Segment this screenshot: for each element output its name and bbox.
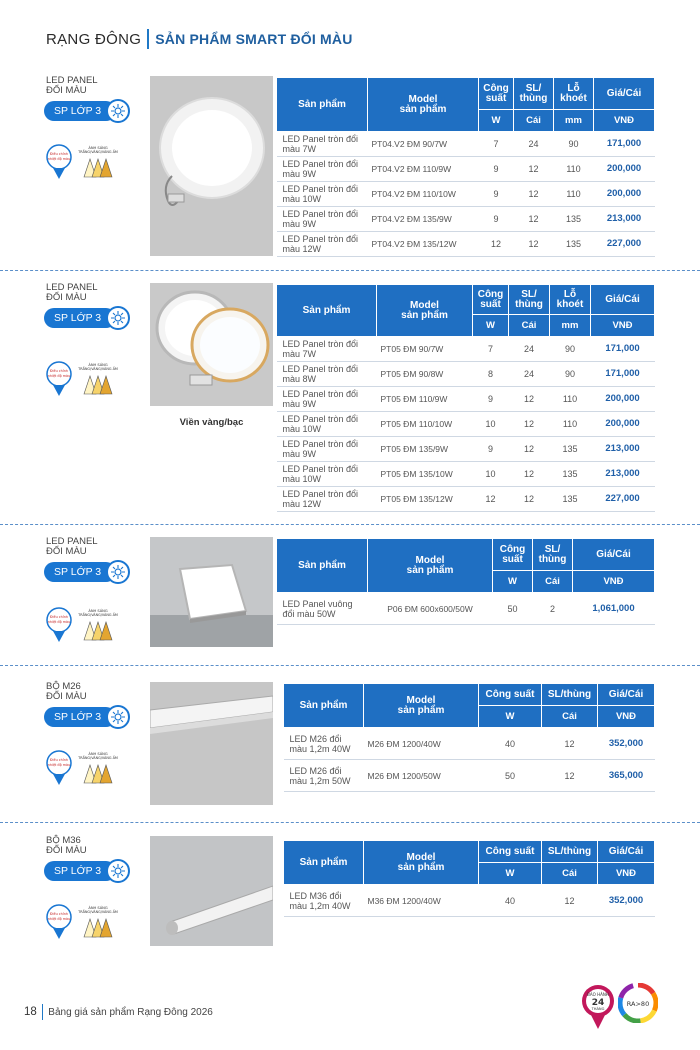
section-divider: [0, 665, 700, 666]
product-hole: 110: [550, 412, 591, 437]
svg-text:Điều chỉnh: Điều chỉnh: [49, 615, 69, 619]
product-power: 12: [473, 487, 509, 512]
product-model: M26 ĐM 1200/50W: [364, 760, 479, 792]
svg-text:TRẮNG/VÀNG/VÀNG ẤM: TRẮNG/VÀNG/VÀNG ẤM: [78, 613, 118, 617]
unit-pack: Cái: [509, 315, 550, 337]
shock-protection-icon: [106, 306, 130, 330]
category-sublabel: ĐỔI MÀU: [46, 85, 87, 96]
product-pack: 24: [509, 337, 550, 362]
category-sublabel: ĐỔI MÀU: [46, 546, 87, 557]
unit-price: VNĐ: [594, 110, 655, 132]
product-pack: 12: [509, 387, 550, 412]
product-model: M36 ĐM 1200/40W: [364, 885, 479, 917]
svg-text:TRẮNG/VÀNG/VÀNG ẤM: TRẮNG/VÀNG/VÀNG ẤM: [78, 910, 118, 914]
product-hole: 135: [550, 487, 591, 512]
unit-hole: mm: [550, 315, 591, 337]
category-label: BỘ M26: [46, 681, 81, 692]
product-hole: 135: [550, 462, 591, 487]
warranty-badge-icon: [578, 983, 618, 1031]
col-header-price: Giá/Cái: [573, 539, 655, 571]
product-name: LED Panel tròn đổi màu 10W: [277, 412, 377, 437]
unit-power: W: [473, 315, 509, 337]
product-price: 352,000: [598, 728, 655, 760]
product-model: PT05 ĐM 135/12W: [377, 487, 473, 512]
table-row: [277, 157, 655, 182]
table-row: [277, 487, 655, 512]
safety-class-label: SP LỚP 3: [44, 861, 116, 881]
svg-text:Điều chỉnh: Điều chỉnh: [49, 758, 69, 762]
safety-class-badge: [44, 861, 128, 881]
product-pack: 24: [514, 132, 554, 157]
product-price: 365,000: [598, 760, 655, 792]
product-power: 9: [473, 437, 509, 462]
product-photo-p06: [150, 537, 273, 647]
svg-text:nhiệt độ màu: nhiệt độ màu: [47, 763, 71, 767]
page-title: SẢN PHẨM SMART ĐỔI MÀU: [155, 31, 353, 47]
section-divider: [0, 524, 700, 525]
svg-text:nhiệt độ màu: nhiệt độ màu: [47, 917, 71, 921]
col-header-model: Model sản phẩm: [364, 841, 479, 885]
col-header-price: Giá/Cái: [598, 684, 655, 706]
shock-protection-icon: [106, 99, 130, 123]
product-pack: 12: [509, 487, 550, 512]
table-row: [277, 337, 655, 362]
product-power: 50: [493, 593, 533, 625]
category-label: LED PANEL: [46, 282, 98, 293]
section-led-panel-p06: [0, 537, 700, 657]
svg-text:ÁNH SÁNG: ÁNH SÁNG: [88, 363, 108, 367]
unit-pack: Cái: [542, 706, 598, 728]
unit-power: W: [479, 706, 542, 728]
product-price: 171,000: [591, 337, 655, 362]
safety-class-badge: [44, 562, 128, 582]
col-header-model: Model sản phẩm: [364, 684, 479, 728]
product-hole: 110: [554, 157, 594, 182]
product-power: 12: [479, 232, 514, 257]
product-power: 9: [479, 157, 514, 182]
shock-protection-icon: [106, 859, 130, 883]
col-header-pack: SL/ thùng: [509, 285, 550, 315]
table-row: [277, 132, 655, 157]
unit-price: VNĐ: [591, 315, 655, 337]
col-header-price: Giá/Cái: [598, 841, 655, 863]
unit-pack: Cái: [542, 863, 598, 885]
product-pack: 24: [509, 362, 550, 387]
section-side: [46, 836, 146, 943]
price-table: [283, 840, 655, 917]
price-table: [276, 284, 655, 512]
safety-class-label: SP LỚP 3: [44, 101, 116, 121]
product-photo-pt05: [150, 283, 273, 406]
price-table: [276, 538, 655, 625]
product-power: 50: [479, 760, 542, 792]
category-label: LED PANEL: [46, 75, 98, 86]
category-sublabel: ĐỔI MÀU: [46, 845, 87, 856]
product-model: P06 ĐM 600x600/50W: [368, 593, 493, 625]
table-row: [277, 182, 655, 207]
product-name: LED Panel vuông đổi màu 50W: [277, 593, 368, 625]
product-power: 40: [479, 885, 542, 917]
product-power: 10: [473, 462, 509, 487]
product-name: LED Panel tròn đổi màu 12W: [277, 487, 377, 512]
safety-class-badge: [44, 308, 128, 328]
product-pack: 12: [514, 207, 554, 232]
col-header-pack: SL/thùng: [542, 684, 598, 706]
color-rendering-index-icon: [618, 983, 658, 1023]
product-model: M26 ĐM 1200/40W: [364, 728, 479, 760]
product-name: LED M26 đổi màu 1,2m 40W: [284, 728, 364, 760]
product-pack: 12: [542, 885, 598, 917]
product-hole: 110: [554, 182, 594, 207]
product-price: 213,000: [591, 437, 655, 462]
product-pack: 12: [514, 182, 554, 207]
product-pack: 12: [514, 232, 554, 257]
svg-text:TRẮNG/VÀNG/VÀNG ẤM: TRẮNG/VÀNG/VÀNG ẤM: [78, 367, 118, 371]
product-power: 9: [479, 207, 514, 232]
product-price: 171,000: [594, 132, 655, 157]
table-row: [277, 412, 655, 437]
unit-price: VNĐ: [598, 863, 655, 885]
product-hole: 90: [550, 337, 591, 362]
svg-text:ÁNH SÁNG: ÁNH SÁNG: [88, 146, 108, 150]
unit-power: W: [479, 863, 542, 885]
section-divider: [0, 270, 700, 271]
col-header-product: Sản phẩm: [277, 285, 377, 337]
shock-protection-icon: [106, 705, 130, 729]
product-power: 7: [473, 337, 509, 362]
product-model: PT04.V2 ĐM 110/10W: [368, 182, 479, 207]
col-header-model: Model sản phẩm: [377, 285, 473, 337]
section-side: [46, 537, 146, 646]
col-header-power: Công suất: [479, 78, 514, 110]
brand-name: RẠNG ĐÔNG: [46, 30, 142, 48]
product-hole: 90: [550, 362, 591, 387]
col-header-price: Giá/Cái: [591, 285, 655, 315]
product-model: PT04.V2 ĐM 110/9W: [368, 157, 479, 182]
color-temperature-icon: [46, 141, 126, 183]
product-price: 1,061,000: [573, 593, 655, 625]
section-side: [46, 283, 146, 400]
col-header-power: Công suất: [479, 684, 542, 706]
color-temperature-icon: [46, 604, 126, 646]
safety-class-badge: [44, 707, 128, 727]
svg-text:ÁNH SÁNG: ÁNH SÁNG: [88, 609, 108, 613]
svg-text:nhiệt độ màu: nhiệt độ màu: [47, 157, 71, 161]
product-model: PT05 ĐM 90/8W: [377, 362, 473, 387]
product-pack: 12: [542, 760, 598, 792]
section-side: [46, 682, 146, 789]
product-model: PT04.V2 ĐM 135/9W: [368, 207, 479, 232]
svg-text:24: 24: [591, 998, 605, 1008]
page-footer: [24, 1004, 213, 1020]
col-header-product: Sản phẩm: [277, 539, 368, 593]
col-header-hole: Lỗ khoét: [554, 78, 594, 110]
product-model: PT04.V2 ĐM 135/12W: [368, 232, 479, 257]
product-name: LED Panel tròn đổi màu 10W: [277, 462, 377, 487]
unit-pack: Cái: [533, 571, 573, 593]
col-header-model: Model sản phẩm: [368, 539, 493, 593]
product-model: PT05 ĐM 90/7W: [377, 337, 473, 362]
table-row: [284, 760, 655, 792]
svg-text:Điều chỉnh: Điều chỉnh: [49, 369, 69, 373]
svg-text:Điều chỉnh: Điều chỉnh: [49, 152, 69, 156]
svg-text:ÁNH SÁNG: ÁNH SÁNG: [88, 752, 108, 756]
col-header-product: Sản phẩm: [284, 841, 364, 885]
table-row: [277, 462, 655, 487]
section-m36: [0, 836, 700, 966]
product-price: 200,000: [594, 182, 655, 207]
svg-text:BẢO HÀNH: BẢO HÀNH: [587, 992, 609, 997]
product-name: LED Panel tròn đổi màu 12W: [277, 232, 368, 257]
svg-text:TRẮNG/VÀNG/VÀNG ẤM: TRẮNG/VÀNG/VÀNG ẤM: [78, 150, 118, 154]
product-name: LED Panel tròn đổi màu 7W: [277, 337, 377, 362]
product-price: 200,000: [591, 387, 655, 412]
product-hole: 135: [554, 207, 594, 232]
footer-text: Bảng giá sản phẩm Rạng Đông 2026: [48, 1006, 213, 1018]
product-power: 9: [479, 182, 514, 207]
product-photo-m26: [150, 682, 273, 805]
unit-price: VNĐ: [598, 706, 655, 728]
product-model: PT05 ĐM 110/9W: [377, 387, 473, 412]
product-model: PT04.V2 ĐM 90/7W: [368, 132, 479, 157]
table-row: [277, 593, 655, 625]
product-price: 200,000: [591, 412, 655, 437]
product-price: 213,000: [591, 462, 655, 487]
product-price: 213,000: [594, 207, 655, 232]
product-pack: 12: [509, 462, 550, 487]
col-header-product: Sản phẩm: [277, 78, 368, 132]
product-hole: 135: [550, 437, 591, 462]
col-header-model: Model sản phẩm: [368, 78, 479, 132]
product-power: 10: [473, 412, 509, 437]
unit-pack: Cái: [514, 110, 554, 132]
svg-text:ÁNH SÁNG: ÁNH SÁNG: [88, 906, 108, 910]
product-photo-m36: [150, 836, 273, 946]
svg-text:nhiệt độ màu: nhiệt độ màu: [47, 620, 71, 624]
product-price: 227,000: [594, 232, 655, 257]
svg-text:RA>80: RA>80: [626, 1000, 650, 1008]
safety-class-badge: [44, 101, 128, 121]
product-pack: 12: [514, 157, 554, 182]
category-sublabel: ĐỔI MÀU: [46, 292, 87, 303]
category-sublabel: ĐỔI MÀU: [46, 691, 87, 702]
safety-class-label: SP LỚP 3: [44, 707, 116, 727]
unit-power: W: [479, 110, 514, 132]
color-temperature-icon: [46, 358, 126, 400]
unit-power: W: [493, 571, 533, 593]
product-price: 171,000: [591, 362, 655, 387]
product-model: PT05 ĐM 135/10W: [377, 462, 473, 487]
category-label: LED PANEL: [46, 536, 98, 547]
product-power: 40: [479, 728, 542, 760]
product-photo-pt04: [150, 76, 273, 256]
product-hole: 110: [550, 387, 591, 412]
section-led-panel-pt04: [0, 76, 700, 261]
table-row: [277, 387, 655, 412]
col-header-power: Công suất: [493, 539, 533, 571]
color-temperature-icon: [46, 747, 126, 789]
product-name: LED Panel tròn đổi màu 8W: [277, 362, 377, 387]
col-header-price: Giá/Cái: [594, 78, 655, 110]
footer-separator: [42, 1004, 44, 1020]
unit-price: VNĐ: [573, 571, 655, 593]
product-pack: 12: [509, 437, 550, 462]
product-name: LED M26 đổi màu 1,2m 50W: [284, 760, 364, 792]
svg-text:THÁNG: THÁNG: [591, 1007, 605, 1011]
col-header-hole: Lỗ khoét: [550, 285, 591, 315]
product-power: 7: [479, 132, 514, 157]
section-divider: [0, 822, 700, 823]
table-row: [277, 437, 655, 462]
section-m26: [0, 682, 700, 812]
photo-caption: Viền vàng/bạc: [179, 417, 244, 428]
product-pack: 2: [533, 593, 573, 625]
safety-class-label: SP LỚP 3: [44, 308, 116, 328]
table-row: [277, 362, 655, 387]
product-name: LED Panel tròn đổi màu 9W: [277, 207, 368, 232]
product-hole: 90: [554, 132, 594, 157]
col-header-product: Sản phẩm: [284, 684, 364, 728]
table-row: [284, 885, 655, 917]
svg-text:Điều chỉnh: Điều chỉnh: [49, 912, 69, 916]
section-led-panel-pt05: [0, 283, 700, 518]
svg-text:nhiệt độ màu: nhiệt độ màu: [47, 374, 71, 378]
product-name: LED Panel tròn đổi màu 7W: [277, 132, 368, 157]
product-name: LED Panel tròn đổi màu 10W: [277, 182, 368, 207]
product-name: LED M36 đổi màu 1,2m 40W: [284, 885, 364, 917]
safety-class-label: SP LỚP 3: [44, 562, 116, 582]
product-power: 9: [473, 387, 509, 412]
price-table: [276, 77, 655, 257]
col-header-power: Công suất: [473, 285, 509, 315]
col-header-pack: SL/thùng: [542, 841, 598, 863]
page-header: [46, 28, 353, 50]
col-header-pack: SL/ thùng: [514, 78, 554, 110]
product-pack: 12: [509, 412, 550, 437]
product-name: LED Panel tròn đổi màu 9W: [277, 387, 377, 412]
product-price: 227,000: [591, 487, 655, 512]
col-header-power: Công suất: [479, 841, 542, 863]
section-side: [46, 76, 146, 183]
category-label: BỘ M36: [46, 835, 81, 846]
product-name: LED Panel tròn đổi màu 9W: [277, 157, 368, 182]
product-name: LED Panel tròn đổi màu 9W: [277, 437, 377, 462]
table-row: [277, 232, 655, 257]
product-model: PT05 ĐM 135/9W: [377, 437, 473, 462]
product-pack: 12: [542, 728, 598, 760]
price-table: [283, 683, 655, 792]
table-row: [284, 728, 655, 760]
product-power: 8: [473, 362, 509, 387]
color-temperature-icon: [46, 901, 126, 943]
header-separator: [147, 29, 149, 49]
product-hole: 135: [554, 232, 594, 257]
product-price: 352,000: [598, 885, 655, 917]
page-number: 18: [24, 1006, 37, 1018]
unit-hole: mm: [554, 110, 594, 132]
svg-text:TRẮNG/VÀNG/VÀNG ẤM: TRẮNG/VÀNG/VÀNG ẤM: [78, 756, 118, 760]
product-price: 200,000: [594, 157, 655, 182]
table-row: [277, 207, 655, 232]
product-model: PT05 ĐM 110/10W: [377, 412, 473, 437]
shock-protection-icon: [106, 560, 130, 584]
col-header-pack: SL/ thùng: [533, 539, 573, 571]
